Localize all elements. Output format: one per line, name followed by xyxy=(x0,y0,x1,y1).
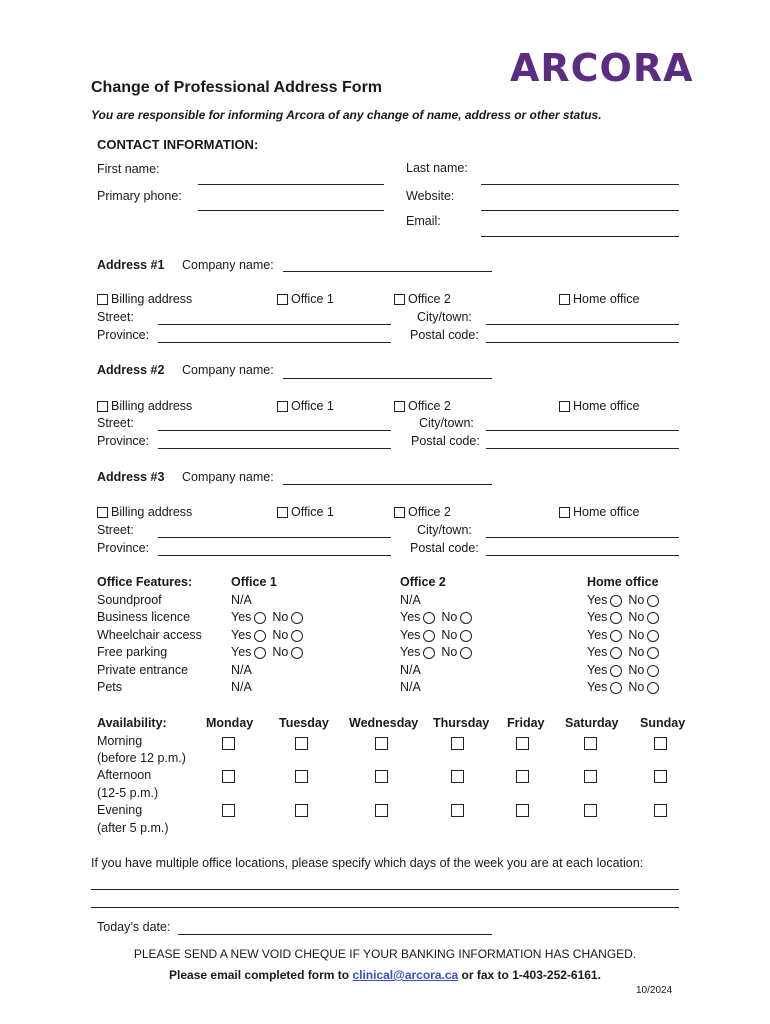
email-instructions xyxy=(0,968,770,982)
billing-address-checkbox[interactable] xyxy=(97,505,192,519)
yes-label: Yes xyxy=(400,610,421,624)
billing-address-label: Billing address xyxy=(111,399,193,413)
slot-label: Morning xyxy=(97,734,143,748)
city-label: City/town: xyxy=(417,310,472,324)
yes-label: Yes xyxy=(231,610,252,624)
radio-icon[interactable] xyxy=(291,630,303,642)
no-label: No xyxy=(628,663,645,677)
features-col-office-1: Office 1 xyxy=(231,575,277,589)
primary-phone-field[interactable] xyxy=(198,210,384,211)
day-header: Sunday xyxy=(640,716,686,730)
radio-icon[interactable] xyxy=(647,630,659,642)
billing-address-label: Billing address xyxy=(111,505,193,519)
office-2-label: Office 2 xyxy=(408,292,451,306)
feature-label: Business licence xyxy=(97,610,191,624)
website-label: Website: xyxy=(406,189,455,203)
availability-checkbox[interactable] xyxy=(222,737,235,750)
office-1-checkbox[interactable] xyxy=(277,292,334,306)
street-field[interactable] xyxy=(158,324,391,325)
features-col-office-2: Office 2 xyxy=(400,575,446,589)
office-1-label: Office 1 xyxy=(291,292,334,306)
features-col-home-office: Home office xyxy=(587,575,659,589)
province-field[interactable] xyxy=(158,342,391,343)
city-field[interactable] xyxy=(486,537,679,538)
radio-icon[interactable] xyxy=(254,647,266,659)
checkbox-icon xyxy=(394,507,405,518)
yes-label: Yes xyxy=(231,645,252,659)
availability-checkbox[interactable] xyxy=(516,770,529,783)
feature-label: Wheelchair access xyxy=(97,628,202,642)
city-label: City/town: xyxy=(419,416,474,430)
street-label: Street: xyxy=(97,310,134,324)
radio-icon[interactable] xyxy=(460,612,472,624)
slot-sublabel: (before 12 p.m.) xyxy=(97,751,186,765)
yes-label: Yes xyxy=(400,628,421,642)
company-name-label: Company name: xyxy=(182,258,274,272)
radio-icon[interactable] xyxy=(423,612,435,624)
availability-checkbox[interactable] xyxy=(654,770,667,783)
radio-icon[interactable] xyxy=(610,682,622,694)
checkbox-icon xyxy=(559,401,570,412)
postal-code-field[interactable] xyxy=(486,555,679,556)
company-name-field[interactable] xyxy=(283,271,492,272)
office-1-label: Office 1 xyxy=(291,505,334,519)
availability-checkbox[interactable] xyxy=(654,804,667,817)
feature-label: Free parking xyxy=(97,645,168,659)
no-label: No xyxy=(628,610,645,624)
street-label: Street: xyxy=(97,523,134,537)
home-office-checkbox[interactable] xyxy=(559,505,639,519)
last-name-label: Last name: xyxy=(406,161,468,175)
office-2-label: Office 2 xyxy=(408,505,451,519)
province-field[interactable] xyxy=(158,448,391,449)
billing-address-label: Billing address xyxy=(111,292,193,306)
checkbox-icon xyxy=(277,507,288,518)
postal-code-field[interactable] xyxy=(486,342,679,343)
office-2-label: Office 2 xyxy=(408,399,451,413)
checkbox-icon xyxy=(394,401,405,412)
billing-address-checkbox[interactable] xyxy=(97,399,192,413)
email-suffix: or fax to 1-403-252-6161. xyxy=(458,968,601,982)
office-1-checkbox[interactable] xyxy=(277,505,334,519)
no-label: No xyxy=(441,610,458,624)
checkbox-icon xyxy=(97,294,108,305)
email-label: Email: xyxy=(406,214,441,228)
home-office-label: Home office xyxy=(573,505,640,519)
yes-no-radio[interactable] xyxy=(587,610,659,624)
slot-label: Afternoon xyxy=(97,768,152,782)
street-field[interactable] xyxy=(158,537,391,538)
street-field[interactable] xyxy=(158,430,391,431)
no-label: No xyxy=(441,628,458,642)
address-3-title: Address #3 xyxy=(97,470,165,484)
radio-icon[interactable] xyxy=(291,647,303,659)
province-label: Province: xyxy=(97,328,150,342)
availability-checkbox[interactable] xyxy=(451,804,464,817)
yes-no-radio[interactable] xyxy=(587,593,659,607)
address-2-title: Address #2 xyxy=(97,363,165,377)
radio-icon[interactable] xyxy=(291,612,303,624)
no-label: No xyxy=(628,628,645,642)
office-1-label: Office 1 xyxy=(291,399,334,413)
radio-icon[interactable] xyxy=(254,630,266,642)
radio-icon[interactable] xyxy=(610,647,622,659)
radio-icon[interactable] xyxy=(460,630,472,642)
day-header: Tuesday xyxy=(279,716,329,730)
office-2-checkbox[interactable] xyxy=(394,505,451,519)
home-office-label: Home office xyxy=(573,292,640,306)
availability-heading: Availability: xyxy=(97,716,167,730)
no-label: No xyxy=(628,680,645,694)
radio-icon[interactable] xyxy=(610,595,622,607)
email-link[interactable]: clinical@arcora.ca xyxy=(352,968,459,982)
yes-no-radio[interactable] xyxy=(400,610,472,624)
yes-label: Yes xyxy=(400,645,421,659)
primary-phone-label: Primary phone: xyxy=(97,189,182,203)
availability-checkbox[interactable] xyxy=(451,770,464,783)
city-field[interactable] xyxy=(486,430,679,431)
availability-checkbox[interactable] xyxy=(375,770,388,783)
page-subtitle: You are responsible for informing Arcora of any change of name, address or other status. xyxy=(91,108,602,122)
yes-no-radio[interactable] xyxy=(587,628,659,642)
arcora-logo: ARCORA xyxy=(510,46,694,90)
yes-label: Yes xyxy=(587,628,608,642)
day-header: Wednesday xyxy=(349,716,419,730)
radio-icon[interactable] xyxy=(610,630,622,642)
yes-label: Yes xyxy=(587,593,608,607)
availability-checkbox[interactable] xyxy=(584,770,597,783)
first-name-field[interactable] xyxy=(198,184,384,185)
radio-icon[interactable] xyxy=(460,647,472,659)
na-value: N/A xyxy=(231,680,252,694)
day-header: Thursday xyxy=(433,716,490,730)
city-field[interactable] xyxy=(486,324,679,325)
yes-no-radio[interactable] xyxy=(231,610,303,624)
home-office-label: Home office xyxy=(573,399,640,413)
yes-no-radio[interactable] xyxy=(587,680,659,694)
radio-icon[interactable] xyxy=(423,647,435,659)
slot-sublabel: (12-5 p.m.) xyxy=(97,786,159,800)
availability-checkbox[interactable] xyxy=(222,770,235,783)
no-label: No xyxy=(628,593,645,607)
no-label: No xyxy=(628,645,645,659)
postal-code-label: Postal code: xyxy=(410,541,479,555)
features-heading: Office Features: xyxy=(97,575,193,589)
radio-icon[interactable] xyxy=(610,612,622,624)
availability-checkbox[interactable] xyxy=(295,804,308,817)
last-name-field[interactable] xyxy=(481,184,679,185)
slot-sublabel: (after 5 p.m.) xyxy=(97,821,169,835)
office-2-checkbox[interactable] xyxy=(394,399,451,413)
banking-notice: PLEASE SEND A NEW VOID CHEQUE IF YOUR BANKING INFORMATION HAS CHANGED. xyxy=(133,947,637,961)
province-label: Province: xyxy=(97,541,150,555)
availability-checkbox[interactable] xyxy=(375,804,388,817)
availability-checkbox[interactable] xyxy=(516,804,529,817)
multiple-locations-field[interactable] xyxy=(91,907,679,908)
availability-checkbox[interactable] xyxy=(295,737,308,750)
office-1-checkbox[interactable] xyxy=(277,399,334,413)
na-value: N/A xyxy=(400,663,421,677)
page-title: Change of Professional Address Form xyxy=(91,79,383,96)
no-label: No xyxy=(272,610,289,624)
yes-no-radio[interactable] xyxy=(400,628,472,642)
na-value: N/A xyxy=(400,593,421,607)
checkbox-icon xyxy=(394,294,405,305)
company-name-field[interactable] xyxy=(283,484,492,485)
checkbox-icon xyxy=(559,294,570,305)
email-prefix: Please email completed form to xyxy=(169,968,353,982)
availability-checkbox[interactable] xyxy=(584,737,597,750)
no-label: No xyxy=(272,645,289,659)
multiple-locations-prompt: If you have multiple office locations, please specify which days of the week you are at each location: xyxy=(91,856,644,870)
radio-icon[interactable] xyxy=(647,682,659,694)
na-value: N/A xyxy=(231,593,252,607)
yes-no-radio[interactable] xyxy=(587,645,659,659)
yes-label: Yes xyxy=(587,610,608,624)
checkbox-icon xyxy=(97,507,108,518)
street-label: Street: xyxy=(97,416,134,430)
yes-label: Yes xyxy=(587,680,608,694)
availability-checkbox[interactable] xyxy=(451,737,464,750)
city-label: City/town: xyxy=(417,523,472,537)
availability-checkbox[interactable] xyxy=(654,737,667,750)
na-value: N/A xyxy=(400,680,421,694)
yes-no-radio[interactable] xyxy=(587,663,659,677)
postal-code-field[interactable] xyxy=(486,448,679,449)
feature-label: Private entrance xyxy=(97,663,189,677)
feature-label: Pets xyxy=(97,680,123,694)
availability-checkbox[interactable] xyxy=(375,737,388,750)
availability-checkbox[interactable] xyxy=(222,804,235,817)
home-office-checkbox[interactable] xyxy=(559,292,639,306)
contact-heading: CONTACT INFORMATION: xyxy=(97,137,259,152)
availability-checkbox[interactable] xyxy=(516,737,529,750)
first-name-label: First name: xyxy=(97,162,160,176)
yes-label: Yes xyxy=(587,663,608,677)
checkbox-icon xyxy=(559,507,570,518)
billing-address-checkbox[interactable] xyxy=(97,292,192,306)
email-field[interactable] xyxy=(481,236,679,237)
day-header: Friday xyxy=(507,716,545,730)
checkbox-icon xyxy=(277,401,288,412)
feature-label: Soundproof xyxy=(97,593,162,607)
radio-icon[interactable] xyxy=(254,612,266,624)
availability-checkbox[interactable] xyxy=(584,804,597,817)
yes-no-radio[interactable] xyxy=(231,628,303,642)
today-date-label: Today’s date: xyxy=(97,920,171,934)
checkbox-icon xyxy=(277,294,288,305)
postal-code-label: Postal code: xyxy=(410,328,479,342)
yes-no-radio[interactable] xyxy=(231,645,303,659)
no-label: No xyxy=(272,628,289,642)
company-name-label: Company name: xyxy=(182,363,274,377)
radio-icon[interactable] xyxy=(647,665,659,677)
province-label: Province: xyxy=(97,434,150,448)
company-name-label: Company name: xyxy=(182,470,274,484)
radio-icon[interactable] xyxy=(647,647,659,659)
radio-icon[interactable] xyxy=(647,612,659,624)
yes-label: Yes xyxy=(231,628,252,642)
na-value: N/A xyxy=(231,663,252,677)
radio-icon[interactable] xyxy=(423,630,435,642)
radio-icon[interactable] xyxy=(647,595,659,607)
day-header: Monday xyxy=(206,716,254,730)
province-field[interactable] xyxy=(158,555,391,556)
address-1-title: Address #1 xyxy=(97,258,165,272)
radio-icon[interactable] xyxy=(610,665,622,677)
availability-checkbox[interactable] xyxy=(295,770,308,783)
slot-label: Evening xyxy=(97,803,143,817)
checkbox-icon xyxy=(97,401,108,412)
multiple-locations-field[interactable] xyxy=(91,889,679,890)
yes-no-radio[interactable] xyxy=(400,645,472,659)
website-field[interactable] xyxy=(481,210,679,211)
home-office-checkbox[interactable] xyxy=(559,399,639,413)
yes-label: Yes xyxy=(587,645,608,659)
today-date-field[interactable] xyxy=(178,934,492,935)
no-label: No xyxy=(441,645,458,659)
office-2-checkbox[interactable] xyxy=(394,292,451,306)
company-name-field[interactable] xyxy=(283,378,492,379)
postal-code-label: Postal code: xyxy=(411,434,480,448)
day-header: Saturday xyxy=(565,716,619,730)
version-date: 10/2024 xyxy=(636,985,673,996)
